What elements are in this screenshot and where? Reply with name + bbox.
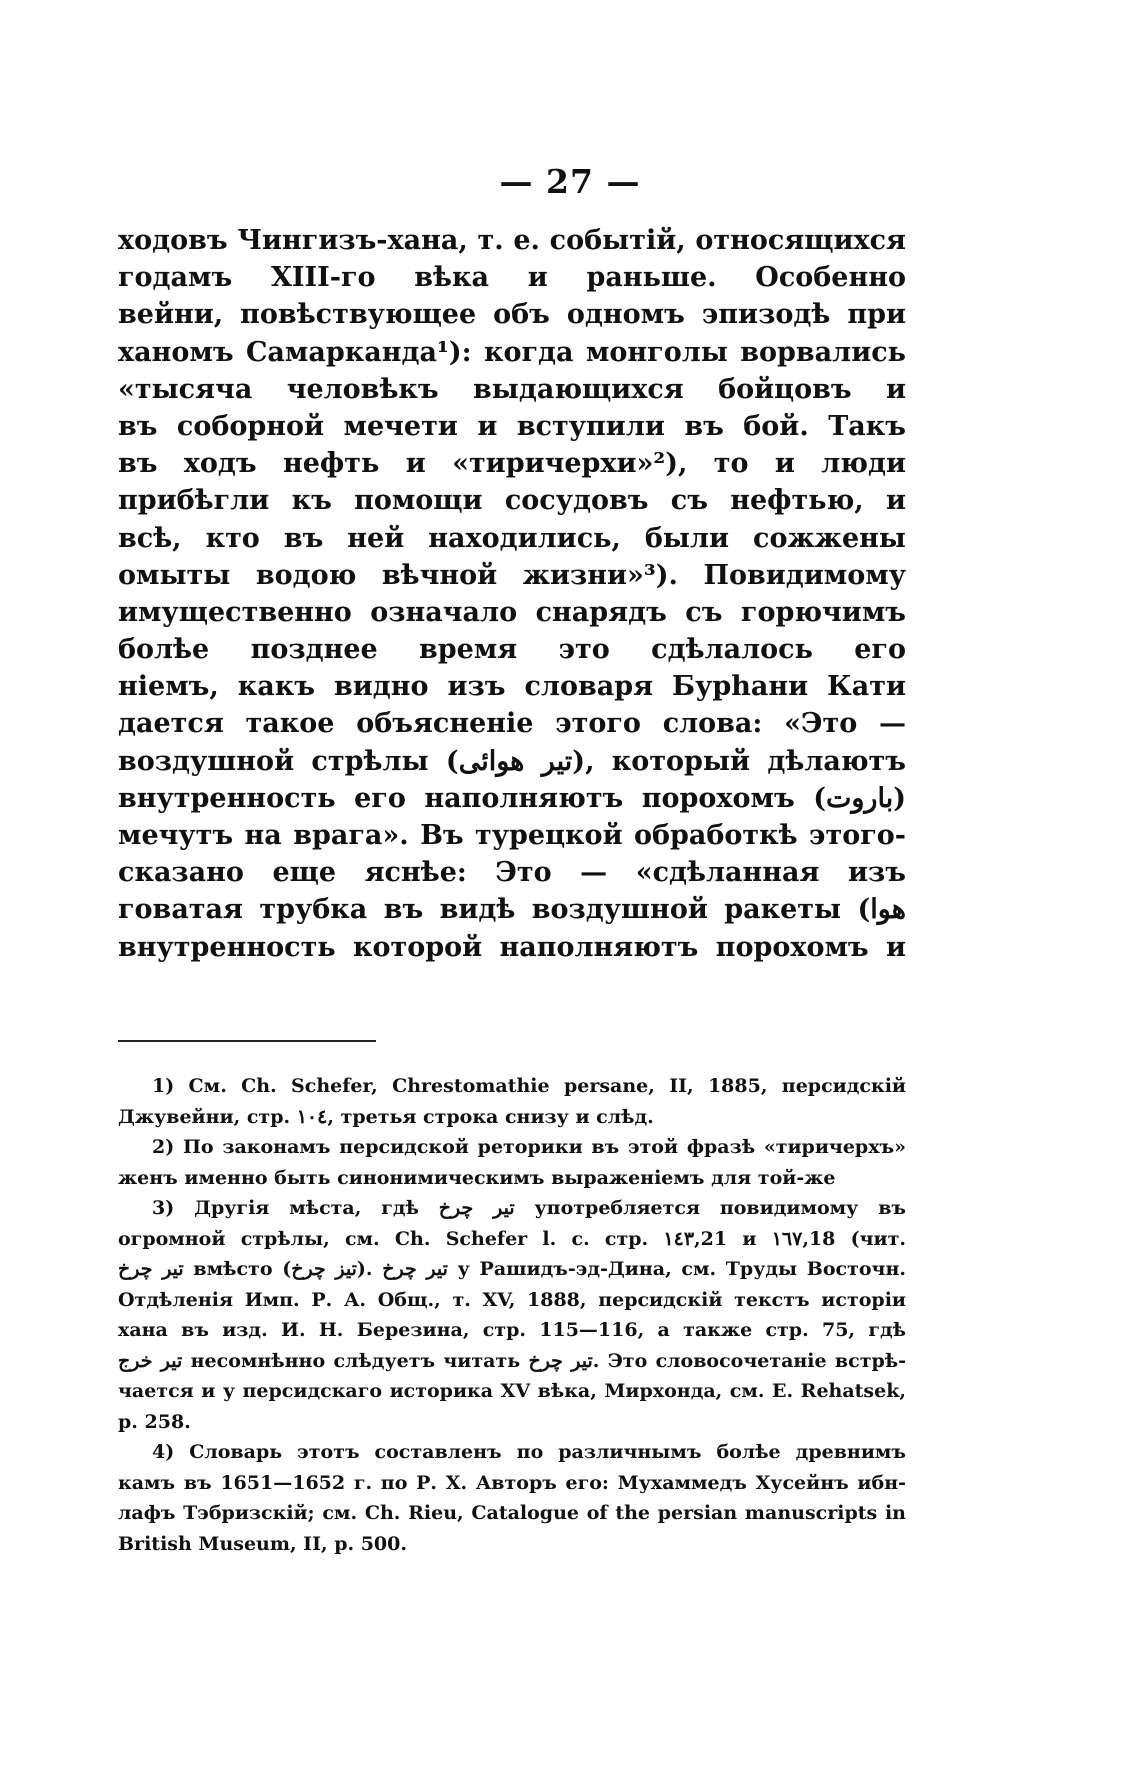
footnote-line: Джувейни, стр. ١٠٤, третья строка снизу и слѣд. <box>118 1105 654 1128</box>
footnote-2 <box>118 1132 906 1193</box>
text-line: годамъ XIII-го вѣка и раньше. Особенно <box>118 262 906 294</box>
text-line: ходовъ Чингизъ-хана, т. е. событій, относящихся <box>118 225 906 256</box>
text-line: говатая трубка въ видѣ воздушной ракеты (هوا <box>118 894 906 926</box>
text-line: внутренность его наполняютъ порохомъ (باروت) <box>118 782 906 814</box>
text-line: всѣ, кто въ ней находились, были сожжены <box>118 522 906 554</box>
footnote-line: камъ въ 1651—1652 г. по Р. Х. Авторъ его: Мухаммедъ Хусейнъ ибн- <box>118 1471 906 1494</box>
footnote-line: 4) Словарь этотъ составленъ по различнымъ болѣе древнимъ <box>152 1441 906 1463</box>
text-line: въ соборной мечети и вступили въ бой. Такъ <box>118 410 906 442</box>
footnote-line: лафъ Тэбризскій; см. Ch. Rieu, Catalogue of the persian manuscripts in <box>118 1502 906 1524</box>
text-line: ніемъ, какъ видно изъ словаря Бурһани Кати <box>118 671 906 703</box>
footnote-line: 2) По законамъ персидской реторики въ этой фразѣ «тиричерхъ» <box>152 1136 906 1158</box>
text-line: имущественно означало снарядъ съ горючимъ <box>118 596 906 628</box>
footnote-line: 3) Другія мѣста, гдѣ تیر چرخ употребляется повидимому въ <box>152 1197 906 1219</box>
footnote-3 <box>118 1193 906 1437</box>
footnote-line: British Museum, II, p. 500. <box>118 1532 407 1555</box>
text-line: дается такое объясненіе этого слова: «Это — <box>118 708 906 740</box>
text-line: воздушной стрѣлы (تیر هوائی), который дѣлаютъ <box>118 745 906 777</box>
text-line: внутренность которой наполняютъ порохомъ и <box>118 931 906 963</box>
text-line: ханомъ Самарканда¹): когда монголы ворвались <box>118 336 906 368</box>
footnotes <box>118 1071 906 1559</box>
footnote-line: p. 258. <box>118 1410 191 1433</box>
text-line: сказано еще яснѣе: Это — «сдѣланная изъ <box>118 857 906 889</box>
footnote-separator <box>118 1040 376 1042</box>
text-line: прибѣгли къ помощи сосудовъ съ нефтью, и <box>118 485 906 517</box>
footnote-line: تیر چرخ вмѣсто (تیز چرخ). تیر چرخ у Рашидъ-эд-Дина, см. Труды Восточн. <box>118 1258 906 1280</box>
text-line: въ ходъ нефть и «тиричерхи»²), то и люди <box>118 448 906 480</box>
footnote-1 <box>118 1071 906 1132</box>
footnote-line: женъ именно быть синонимическимъ выраженіемъ для той-же <box>118 1166 836 1189</box>
text-line: «тысяча человѣкъ выдающихся бойцовъ и <box>118 373 906 405</box>
text-line: болѣе позднее время это сдѣлалось его <box>118 634 906 666</box>
main-text <box>118 222 906 966</box>
footnote-line: огромной стрѣлы, см. Ch. Schefer l. c. стр. ١٤٣,21 и ١٦٧,18 (чит. <box>118 1227 906 1250</box>
footnote-4 <box>118 1437 906 1559</box>
text-line: мечутъ на врага». Въ турецкой обработкѣ этого- <box>118 820 906 851</box>
text-line: омыты водою вѣчной жизни»³). Повидимому <box>118 559 906 591</box>
text-line: вейни, повѣствующее объ одномъ эпизодѣ при <box>118 299 906 331</box>
footnote-line: 1) См. Ch. Schefer, Chrestomathie persane, II, 1885, персидскій <box>152 1075 906 1097</box>
footnote-line: تیر خرج несомнѣнно слѣдуетъ читать تیر چرخ. Это словосочетаніе встрѣ- <box>118 1349 906 1372</box>
footnote-line: хана въ изд. И. Н. Березина, стр. 115—116, а также стр. 75, гдѣ <box>118 1319 906 1341</box>
footnote-line: Отдѣленія Имп. Р. А. Общ., т. XV, 1888, персидскій текстъ исторіи <box>118 1288 906 1311</box>
page-number: — 27 — <box>499 162 641 201</box>
footnote-line: чается и у персидскаго историка XV вѣка, Мирхонда, см. E. Rehatsek, <box>118 1380 906 1402</box>
